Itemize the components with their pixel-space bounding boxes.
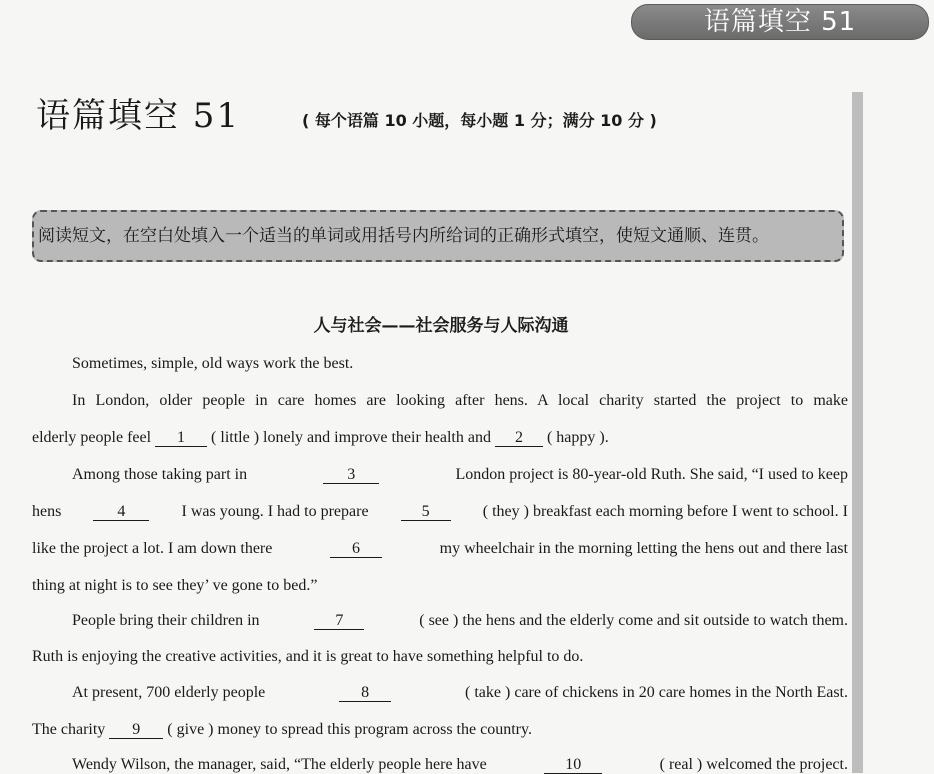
blank-2[interactable]: 2 bbox=[495, 429, 543, 447]
text-segment: ( take ) care of chickens in 20 care homes in the North East. bbox=[465, 684, 848, 701]
blank-5[interactable]: 5 bbox=[401, 503, 451, 521]
passage-line bbox=[72, 612, 848, 630]
text-segment: At present, 700 elderly people bbox=[72, 684, 266, 701]
passage-line bbox=[32, 503, 848, 521]
passage-line: Ruth is enjoying the creative activities, and it is great to have something helpful to do. bbox=[32, 648, 584, 665]
blank-10[interactable]: 10 bbox=[544, 756, 602, 774]
section-tab: 语篇填空 51 bbox=[631, 4, 929, 40]
passage-line bbox=[72, 466, 848, 484]
text-segment: like the project a lot. I am down there bbox=[32, 540, 273, 557]
passage-line: In London, older people in care homes are looking after hens. A local charity started the project to make bbox=[72, 392, 848, 409]
text-segment: People bring their children in bbox=[72, 612, 260, 629]
text-segment: London project is 80-year-old Ruth. She said, “I used to keep bbox=[455, 466, 848, 483]
passage-line: thing at night is to see they’ ve gone to bed.” bbox=[32, 577, 318, 594]
passage-line bbox=[32, 429, 609, 447]
passage-line bbox=[72, 756, 848, 774]
passage-line bbox=[32, 721, 532, 739]
blank-8[interactable]: 8 bbox=[339, 684, 391, 702]
blank-9[interactable]: 9 bbox=[109, 721, 163, 739]
passage-line bbox=[32, 540, 848, 558]
blank-7[interactable]: 7 bbox=[314, 612, 364, 630]
text-segment: I was young. I had to prepare bbox=[181, 503, 369, 520]
text-segment: ( see ) the hens and the elderly come and sit outside to watch them. bbox=[419, 612, 848, 629]
instruction-box: 阅读短文，在空白处填入一个适当的单词或用括号内所给词的正确形式填空，使短文通顺、连贯。 bbox=[32, 210, 844, 262]
page-edge-bar bbox=[852, 92, 863, 773]
passage-heading: 人与社会——社会服务与人际沟通 bbox=[313, 316, 569, 336]
blank-3[interactable]: 3 bbox=[323, 466, 379, 484]
text-segment: Among those taking part in bbox=[72, 466, 248, 483]
text-segment: The charity bbox=[32, 721, 106, 738]
text-segment: Wendy Wilson, the manager, said, “The elderly people here have bbox=[72, 756, 487, 773]
text-segment: hens bbox=[32, 503, 62, 520]
text-segment: ( real ) welcomed the project. bbox=[659, 756, 848, 773]
page-title: 语篇填空 51 bbox=[36, 96, 241, 136]
passage-line: Sometimes, simple, old ways work the best. bbox=[72, 355, 354, 372]
blank-1[interactable]: 1 bbox=[155, 429, 207, 447]
text-segment: ( they ) breakfast each morning before I went to school. I bbox=[482, 503, 848, 520]
text-segment: ( give ) money to spread this program across the country. bbox=[167, 721, 532, 738]
blank-4[interactable]: 4 bbox=[93, 503, 149, 521]
blank-6[interactable]: 6 bbox=[330, 540, 382, 558]
text-segment: ( little ) lonely and improve their health and bbox=[211, 429, 491, 446]
text-segment: elderly people feel bbox=[32, 429, 152, 446]
passage-line bbox=[72, 684, 848, 702]
score-note: ( 每个语篇 10 小题，每小题 1 分；满分 10 分 ) bbox=[302, 111, 657, 130]
text-segment: ( happy ). bbox=[546, 429, 609, 446]
text-segment: my wheelchair in the morning letting the hens out and there last bbox=[439, 540, 848, 557]
